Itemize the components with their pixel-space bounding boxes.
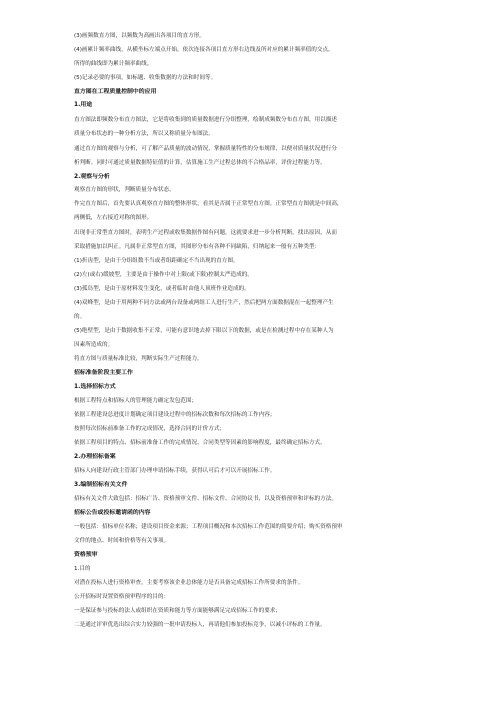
text-line: (5)绝壁型，是由于数据收集不正常，可能有意识地去掉下限以下的数据，或是在检测过程中存在某种人为 xyxy=(74,328,334,334)
text-line: 二是通过评审优选出综合实力较强的一批申请投标人，再请他们参加投标竞争，以减小评标的工作量。 xyxy=(74,622,326,628)
section-heading: 2.观察与分析 xyxy=(74,174,110,180)
section-heading: 招标公告或投标邀请函的内容 xyxy=(74,510,151,516)
text-line: 1.目的 xyxy=(74,566,91,572)
text-line: 招标有关文件大致包括：招标广告、资格预审文件、招标文件、合同协议书，以及资格预审和评标的方法。 xyxy=(74,496,337,502)
text-line: 公开招标时设置资格预审程序的目的： xyxy=(74,594,170,600)
section-heading: 2.办理招标备案 xyxy=(74,454,116,460)
text-line: 直方图法即频数分布直方图法，它是将收集到的质量数据进行分组整理，绘制成频数分布直方图，用以描述 xyxy=(74,117,337,123)
text-line: 一是保证参与投标的法人或组织在资质和能力等方面能够满足完成招标工作的要求； xyxy=(74,608,281,614)
text-line: 两侧低，左右接近对称的图形。 xyxy=(74,215,153,221)
text-line: 所得的曲线即为累计频率曲线。 xyxy=(74,61,153,67)
section-heading: 3.编制招标有关文件 xyxy=(74,482,128,488)
section-heading: 资格预审 xyxy=(74,552,98,558)
text-line: (5)记录必要的事项，如标题、收集数据的方法和时间等。 xyxy=(74,75,217,81)
section-heading: 1.用途 xyxy=(74,102,93,108)
text-line: (4)双峰型，是由于用两种不同方法或两台设备或两组工人进行生产，然后把两方面数据混在一起整理产生 xyxy=(74,300,334,306)
text-line: 依据工程建设总进度计划确定项目建设过程中的招标次数和每次招标的工作内容； xyxy=(74,412,276,418)
text-line: 作完直方图后，首先要认真观察直方图的整体形状，看其是否属于正常型直方图。正常型直方图就是中间高， xyxy=(74,201,343,207)
text-line: 招标人向建设行政主管部门办理申请招标手续，获得认可后才可以开展招标工作。 xyxy=(74,468,276,474)
text-line: 按照每次招标前准备工作的完成情况，选择合同的计价方式； xyxy=(74,426,226,432)
text-line: (2)左(或右)缓坡型，主要是由于操作中对上限(或下限)控制太严造成的。 xyxy=(74,272,253,278)
text-line: 出现非正常型直方图时，表明生产过程或收集数据作图有问题。这就要求进一步分析判断，找出原因，从而 xyxy=(74,230,337,236)
text-line: 对潜在投标人进行资格审查，主要考察该企业总体能力是否具备完成招标工作所要求的条件。 xyxy=(74,580,304,586)
section-heading: 招标准备阶段主要工作 xyxy=(74,370,133,376)
text-line: (3)画频数直方图，以频数为高画出各项目的直方形。 xyxy=(74,33,205,39)
section-heading: 直方图在工程质量控制中的应用 xyxy=(74,89,157,95)
text-line: 将直方图与质量标准比较，判断实际生产过程能力。 xyxy=(74,356,203,362)
text-line: 的。 xyxy=(74,314,86,320)
text-line: (3)孤岛型，是由于原材料发生变化，或者临时由他人顶班作业造成的。 xyxy=(74,286,250,292)
text-line: (1)折齿型，是由于分组组数不当或者组距确定不当出现的直方图。 xyxy=(74,258,239,264)
text-line: 质量分布状态的一种分析方法，所以又称质量分布图法。 xyxy=(74,131,214,137)
text-line: 通过直方图的观察与分析，可了解产品质量的波动情况，掌握质量特性的分布规律，以便对质量状况进行分 xyxy=(74,146,337,152)
text-line: 析判断。同时可通过质量数据特征值的计算，估算施工生产过程总体的不合格品率，评价过程能力等。 xyxy=(74,160,326,166)
section-heading: 1.选择招标方式 xyxy=(74,384,116,390)
text-line: 采取措施加以纠正。凡属非正常型直方图，其图形分布有各种不同缺陷，归纳起来一般有五种类型： xyxy=(74,244,321,250)
text-line: 根据工程特点和招标人的管理能力确定发包范围； xyxy=(74,398,198,404)
text-line: 文件的地点、时间和价格等有关事项。 xyxy=(74,538,170,544)
text-line: 观察直方图的形状，判断质量分布状态。 xyxy=(74,187,175,193)
text-line: 一般包括：招标单位名称；建设项目资金来源；工程项目概况和本次招标工作范围的简要介绍；购买资格预审 xyxy=(74,524,343,530)
text-line: 因素所造成的。 xyxy=(74,342,114,348)
text-line: 依据工程项目的特点、招标前准备工作的完成情况、合同类型等因素的影响程度，最终确定招标方式。 xyxy=(74,440,326,446)
text-line: (4)画累计频率曲线，从横坐标左端点开始，依次连接各项目直方形右边线及所对应的累计频率值的交点， xyxy=(74,47,334,53)
